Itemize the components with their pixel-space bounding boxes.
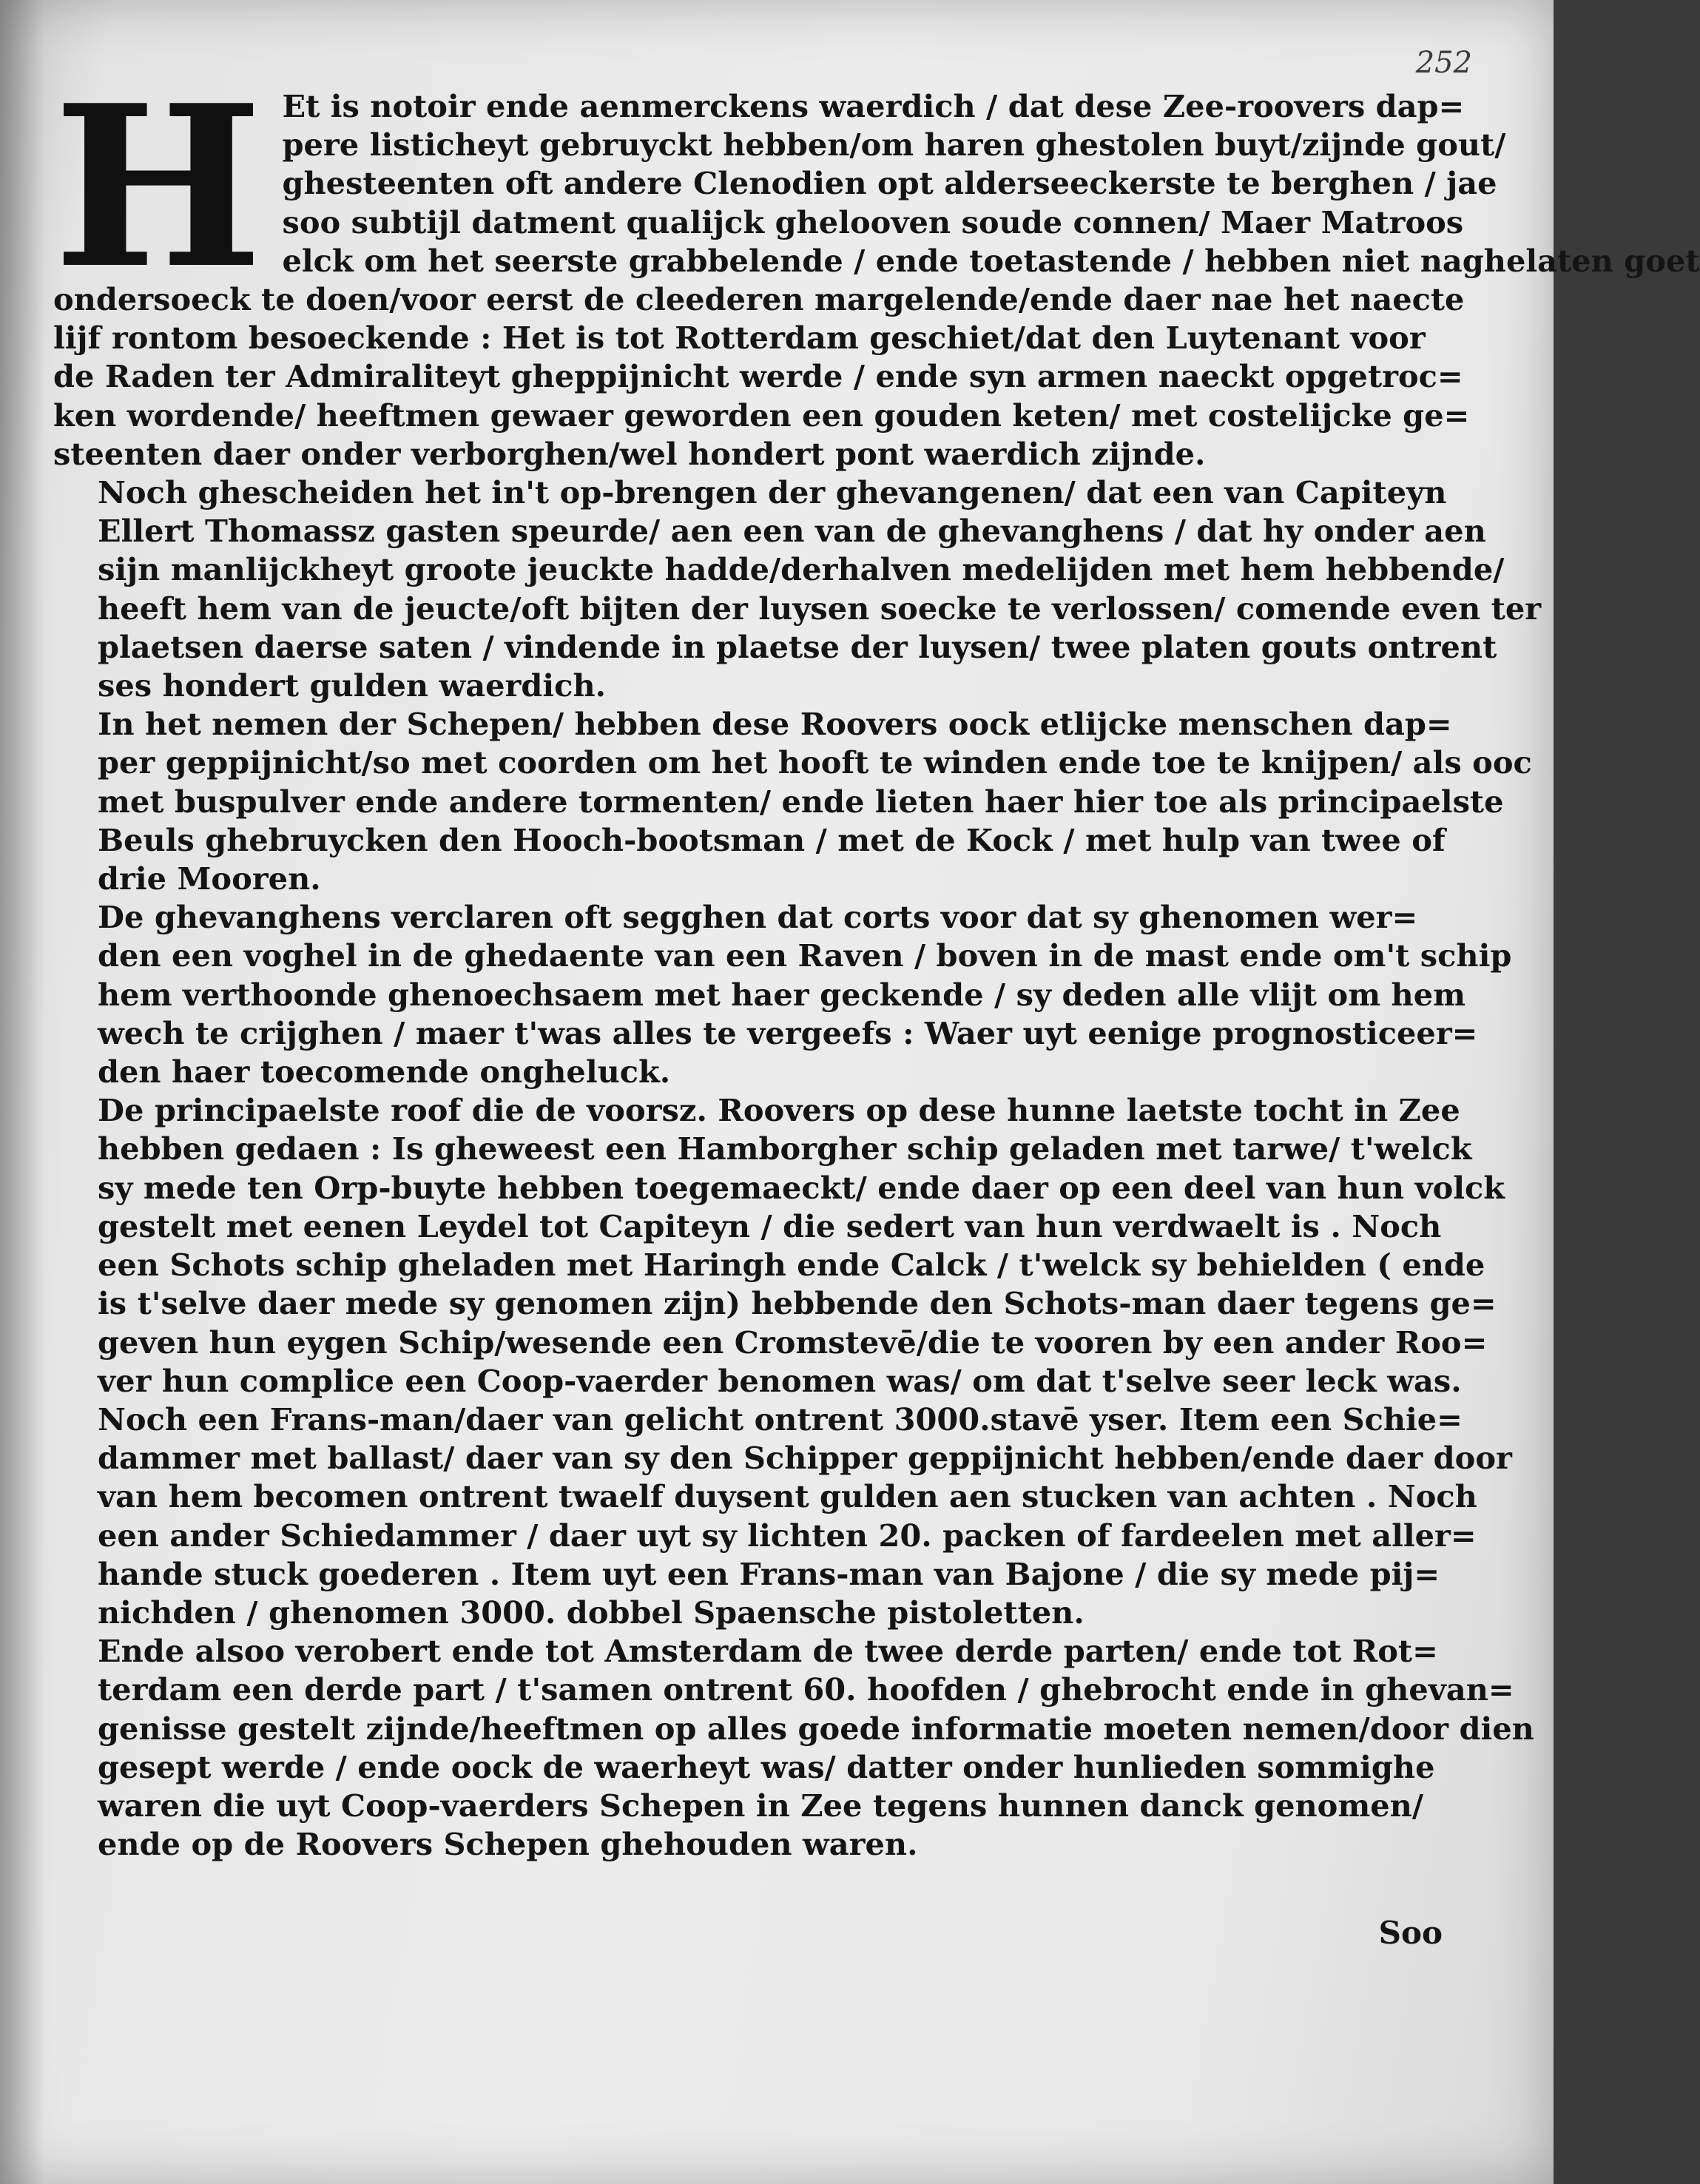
text-line: den haer toecomende ongheluck. (98, 1054, 671, 1091)
paragraph-3 (53, 705, 1532, 898)
text-line: pere listicheyt gebruyckt hebben/om haren ghestolen buyt/zijnde gout/ (282, 127, 1506, 164)
text-line: een Schots schip gheladen met Haringh ende Calck / t'welck sy behielden ( ende (98, 1247, 1485, 1284)
text-line: hem verthoonde ghenoechsaem met haer geckende / sy deden alle vlijt om hem (98, 976, 1466, 1013)
text-line: van hem becomen ontrent twaelf duysent gulden aen stucken van achten . Noch (98, 1478, 1477, 1515)
text-line: nichden / ghenomen 3000. dobbel Spaensche pistoletten. (98, 1594, 1085, 1631)
text-line: steenten daer onder verborghen/wel hondert pont waerdich zijnde. (53, 435, 1206, 472)
text-line: drie Mooren. (98, 860, 321, 897)
text-line: Noch ghescheiden het in't op-brengen der ghevangenen/ dat een van Capiteyn (98, 474, 1447, 511)
paragraph-5 (53, 1091, 1512, 1632)
text-line: wech te crijghen / maer t'was alles te vergeefs : Waer uyt eenige prognosticeer= (98, 1014, 1478, 1051)
text-line: soo subtijl datment qualijck ghelooven soude connen/ Maer Matroos (282, 203, 1464, 240)
drop-cap: H (53, 56, 263, 317)
text-line: elck om het seerste grabbelende / ende toetastende / hebben niet naghelaten goet (282, 242, 1700, 279)
text-line: sijn manlijckheyt groote jeuckte hadde/derhalven medelijden met hem hebbende/ (98, 551, 1505, 588)
text-line: de Raden ter Admiraliteyt gheppijnicht werde / ende syn armen naeckt opgetroc= (53, 358, 1463, 395)
text-line: ver hun complice een Coop-vaerder benomen was/ om dat t'selve seer leck was. (98, 1362, 1462, 1399)
paragraph-2 (53, 473, 1542, 705)
text-line: geven hun eygen Schip/wesende een Cromstevē/die te vooren by een ander Roo= (98, 1324, 1488, 1361)
text-line: per geppijnicht/so met coorden om het hooft te winden ende toe te knijpen/ als ooc (98, 744, 1532, 781)
text-line: ondersoeck te doen/voor eerst de cleederen margelende/ende daer nae het naecte (53, 281, 1465, 318)
text-line: Beuls ghebruycken den Hooch-bootsman / met de Kock / met hulp van twee of (98, 821, 1446, 858)
text-line: sy mede ten Orp-buyte hebben toegemaeckt/ ende daer op een deel van hun volck (98, 1169, 1505, 1206)
text-line: ses hondert gulden waerdich. (98, 667, 607, 704)
text-line: Ellert Thomassz gasten speurde/ aen een van de ghevanghens / dat hy onder aen (98, 513, 1486, 550)
text-line: met buspulver ende andere tormenten/ ende lieten haer hier toe als principaelste (98, 783, 1504, 820)
text-line: gesept werde / ende oock de waerheyt was/ datter onder hunlieden sommighe (98, 1748, 1435, 1785)
paragraph-6 (53, 1632, 1534, 1864)
text-line: gestelt met eenen Leydel tot Capiteyn / die sedert van hun verdwaelt is . Noch (98, 1207, 1442, 1244)
text-line: genisse gestelt zijnde/heeftmen op alles goede informatie moeten nemen/door dien (98, 1710, 1534, 1747)
text-line: hebben gedaen : Is gheweest een Hamborgher schip geladen met tarwe/ t'welck (98, 1130, 1472, 1167)
text-line: een ander Schiedammer / daer uyt sy lichten 20. packen of fardeelen met aller= (98, 1517, 1477, 1554)
text-line: ghesteenten oft andere Clenodien opt alderseeckerste te berghen / jae (282, 165, 1497, 202)
text-line: is t'selve daer mede sy genomen zijn) hebbende den Schots-man daer tegens ge= (98, 1285, 1497, 1322)
paragraph-4 (53, 898, 1512, 1091)
text-line: heeft hem van de jeucte/oft bijten der luysen soecke te verlossen/ comende even ter (98, 590, 1542, 627)
text-line: plaetsen daerse saten / vindende in plaetse der luysen/ twee platen gouts ontrent (98, 628, 1497, 665)
text-line: lijf rontom besoeckende : Het is tot Rotterdam geschiet/dat den Luytenant voor (53, 320, 1426, 357)
text-line: In het nemen der Schepen/ hebben dese Roovers oock etlijcke menschen dap= (98, 706, 1452, 743)
page-edge-shadow (0, 0, 44, 2184)
text-line: den een voghel in de ghedaente van een Raven / boven in de mast ende om't schip (98, 937, 1512, 974)
text-line: hande stuck goederen . Item uyt een Frans-man van Bajone / die sy mede pij= (98, 1555, 1440, 1592)
text-line: waren die uyt Coop-vaerders Schepen in Zee tegens hunnen danck genomen/ (98, 1787, 1423, 1824)
text-line: De principaelste roof die de voorsz. Roovers op dese hunne laetste tocht in Zee (98, 1092, 1460, 1129)
text-line: De ghevanghens verclaren oft segghen dat corts voor dat sy ghenomen wer= (98, 899, 1418, 936)
catchword: Soo (1378, 1915, 1443, 1951)
text-line: terdam een derde part / t'samen ontrent 60. hoofden / ghebrocht ende in ghevan= (98, 1671, 1514, 1708)
text-line: Ende alsoo verobert ende tot Amsterdam de twee derde parten/ ende tot Rot= (98, 1633, 1438, 1670)
text-line: ende op de Roovers Schepen ghehouden waren. (98, 1826, 918, 1863)
text-line: Noch een Frans-man/daer van gelicht ontrent 3000.stavē yser. Item een Schie= (98, 1401, 1463, 1438)
text-line: ken wordende/ heeftmen gewaer geworden een gouden keten/ met costelijcke ge= (53, 397, 1470, 434)
text-line: Et is notoir ende aenmerckens waerdich / dat dese Zee-roovers dap= (282, 88, 1465, 124)
page-number: 252 (1415, 46, 1472, 80)
text-line: dammer met ballast/ daer van sy den Schipper geppijnicht hebben/ende daer door (98, 1440, 1512, 1477)
